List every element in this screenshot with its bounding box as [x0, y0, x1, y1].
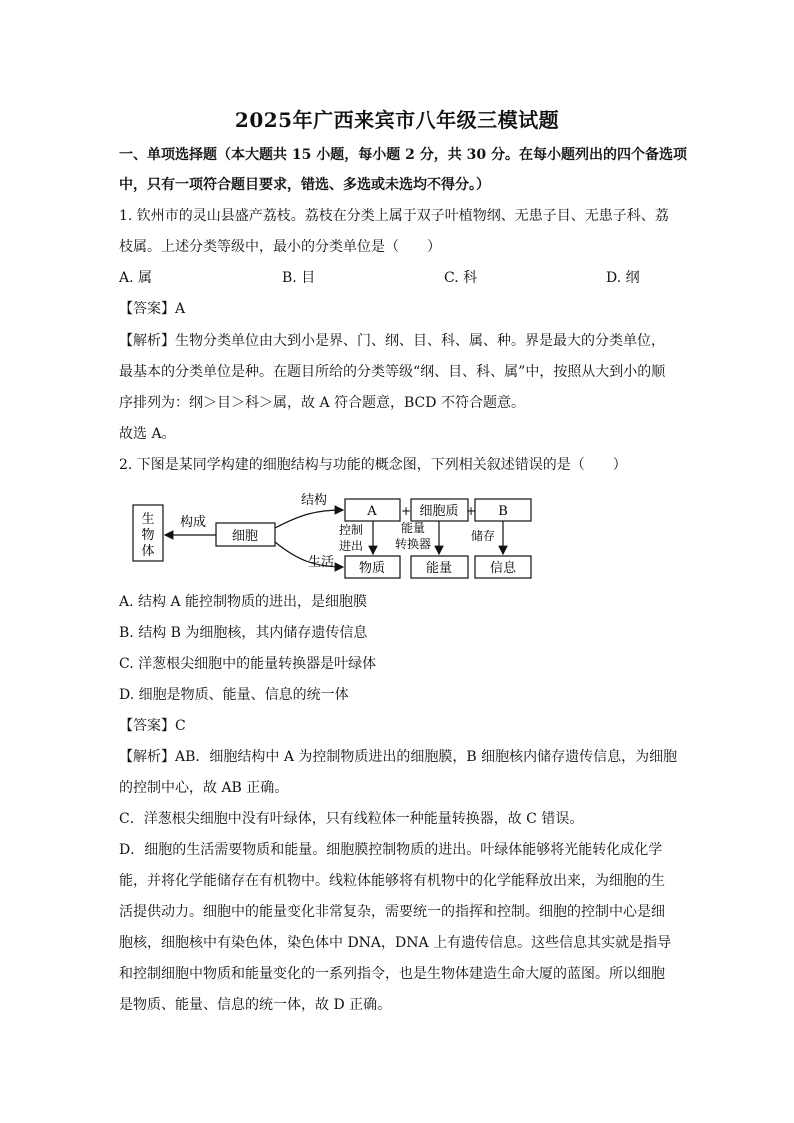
organism-char-3: 体 — [141, 544, 155, 559]
cell-label: 细胞 — [231, 529, 259, 544]
q2-analysis-line9: 是物质、能量、信息的统一体，故 D 正确。 — [119, 997, 392, 1013]
composes-label: 构成 — [180, 515, 207, 530]
store-label: 储存 — [471, 529, 496, 543]
q2-analysis-line2: 的控制中心，故 AB 正确。 — [119, 780, 289, 796]
info-label: 信息 — [489, 561, 517, 576]
q1-option-b: B. 目 — [282, 270, 316, 286]
q2-analysis-line3: C．洋葱根尖细胞中没有叶绿体，只有线粒体一种能量转换器，故 C 错误。 — [119, 811, 584, 827]
q2-analysis-line4: D．细胞的生活需要物质和能量。细胞膜控制物质的进出。叶绿体能够将光能转化成化学 — [119, 842, 663, 858]
inout-label: 进出 — [339, 539, 364, 553]
energy-label: 能量 — [425, 561, 453, 576]
life-label: 生活 — [308, 555, 335, 570]
cytoplasm-label: 细胞质 — [419, 504, 459, 519]
q1-stem-line2: 枝属。上述分类等级中，最小的分类单位是（ ） — [119, 239, 441, 255]
plus-2: + — [465, 504, 477, 518]
q2-analysis-line7: 胞核，细胞核中有染色体，染色体中 DNA，DNA 上有遗传信息。这些信息其实就是指导 — [119, 935, 672, 951]
q1-analysis-line4: 故选 A。 — [119, 426, 176, 442]
box-a-label: A — [367, 504, 377, 519]
q1-analysis-line2: 最基本的分类单位是种。在题目所给的分类等级“纲、目、科、属”中，按照从大到小的顺 — [119, 364, 666, 380]
q1-option-a: A. 属 — [119, 270, 153, 286]
q1-answer: 【答案】A — [119, 301, 186, 317]
matter-label: 物质 — [358, 561, 386, 576]
plus-1: + — [400, 504, 412, 518]
q1-option-c: C. 科 — [444, 270, 478, 286]
energy-top-label: 能量 — [401, 521, 426, 535]
section-instructions-line2: 中，只有一项符合题目要求，错选、多选或未选均不得分。） — [119, 177, 490, 193]
q2-option-d: D. 细胞是物质、能量、信息的统一体 — [119, 687, 349, 703]
page-title: 2025年广西来宾市八年级三模试题 — [234, 108, 560, 132]
q2-stem: 2. 下图是某同学构建的细胞结构与功能的概念图，下列相关叙述错误的是（ ） — [119, 457, 627, 473]
q1-option-d: D. 纲 — [606, 270, 640, 286]
cell-concept-map — [125, 490, 540, 585]
q2-analysis-line5: 能，并将化学能储存在有机物中。线粒体能够将有机物中的化学能释放出来，为细胞的生 — [119, 873, 665, 889]
q2-option-a: A. 结构 A 能控制物质的进出，是细胞膜 — [119, 594, 368, 610]
q2-option-c: C. 洋葱根尖细胞中的能量转换器是叶绿体 — [119, 656, 377, 672]
converter-label: 转换器 — [395, 537, 432, 551]
organism-char-1: 生 — [141, 512, 155, 527]
box-b-label: B — [498, 504, 508, 519]
q1-analysis-line1: 【解析】生物分类单位由大到小是界、门、纲、目、科、属、种。界是最大的分类单位， — [119, 333, 665, 349]
section-instructions-line1: 一、单项选择题（本大题共 15 小题，每小题 2 分，共 30 分。在每小题列出的四个备选项 — [119, 147, 687, 163]
control-label: 控制 — [339, 523, 364, 537]
q1-analysis-line3: 序排列为：纲＞目＞科＞属，故 A 符合题意，BCD 不符合题意。 — [119, 395, 525, 411]
q2-analysis-line6: 活提供动力。细胞中的能量变化非常复杂，需要统一的指挥和控制。细胞的控制中心是细 — [119, 904, 665, 920]
q2-analysis-line8: 和控制细胞中物质和能量变化的一系列指令，也是生物体建造生命大厦的蓝图。所以细胞 — [119, 966, 665, 982]
organism-char-2: 物 — [141, 528, 155, 543]
q2-answer: 【答案】C — [119, 718, 186, 734]
q1-stem-line1: 1. 钦州市的灵山县盛产荔枝。荔枝在分类上属于双子叶植物纲、无患子目、无患子科、荔 — [119, 208, 669, 224]
q2-analysis-line1: 【解析】AB．细胞结构中 A 为控制物质进出的细胞膜，B 细胞核内储存遗传信息，为细胞 — [119, 749, 678, 765]
structure-label: 结构 — [301, 493, 328, 508]
q2-option-b: B. 结构 B 为细胞核，其内储存遗传信息 — [119, 625, 368, 641]
